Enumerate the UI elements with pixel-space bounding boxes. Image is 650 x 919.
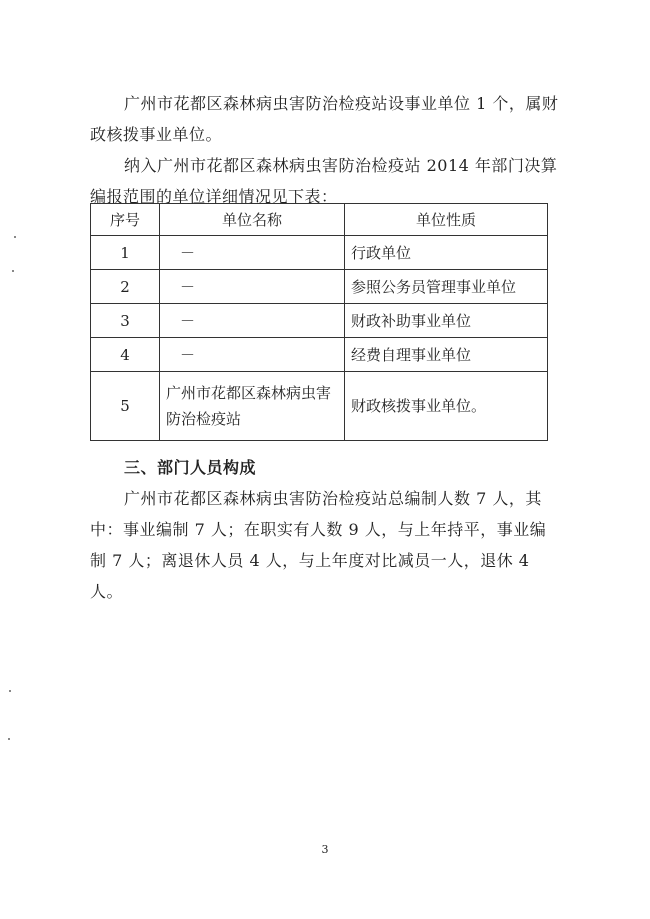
- header-serial: 序号: [91, 204, 160, 236]
- cell-unit-name: 广州市花都区森林病虫害防治检疫站: [160, 372, 345, 441]
- cell-unit-name: －: [160, 338, 345, 372]
- cell-unit-type: 财政核拨事业单位。: [345, 372, 548, 441]
- section-heading-staffing: 三、部门人员构成: [124, 458, 257, 477]
- table-row: [91, 270, 548, 304]
- table-row: [91, 236, 548, 270]
- cell-unit-type: 参照公务员管理事业单位: [345, 270, 548, 304]
- cell-unit-name: －: [160, 236, 345, 270]
- table-row: [91, 372, 548, 441]
- paragraph-staffing: 广州市花都区森林病虫害防治检疫站总编制人数 7 人，其中：事业编制 7 人；在职实有人数 9 人，与上年持平，事业编制 7 人；离退休人员 4 人，与上年度对比减员一人，退休 4 人。: [90, 489, 547, 601]
- cell-unit-type: 经费自理事业单位: [345, 338, 548, 372]
- cell-serial: 3: [91, 304, 160, 338]
- scan-speck: [8, 738, 10, 740]
- cell-serial: 2: [91, 270, 160, 304]
- scan-speck: [14, 236, 16, 238]
- header-unit-name: 单位名称: [160, 204, 345, 236]
- paragraph-scope: 纳入广州市花都区森林病虫害防治检疫站 2014 年部门决算编报范围的单位详细情况见下表：: [90, 156, 558, 206]
- cell-unit-name: －: [160, 270, 345, 304]
- table-row: [91, 304, 548, 338]
- header-unit-type: 单位性质: [345, 204, 548, 236]
- table-header-row: [91, 204, 548, 236]
- cell-serial: 1: [91, 236, 160, 270]
- scan-speck: [9, 690, 11, 692]
- scan-speck: [12, 270, 14, 272]
- cell-unit-name: －: [160, 304, 345, 338]
- unit-details-table: [90, 203, 548, 441]
- cell-unit-type: 行政单位: [345, 236, 548, 270]
- page-number: 3: [321, 843, 329, 856]
- paragraph-unit-count: 广州市花都区森林病虫害防治检疫站设事业单位 1 个，属财政核拨事业单位。: [90, 94, 559, 144]
- cell-unit-type: 财政补助事业单位: [345, 304, 548, 338]
- table-row: [91, 338, 548, 372]
- cell-serial: 4: [91, 338, 160, 372]
- cell-serial: 5: [91, 372, 160, 441]
